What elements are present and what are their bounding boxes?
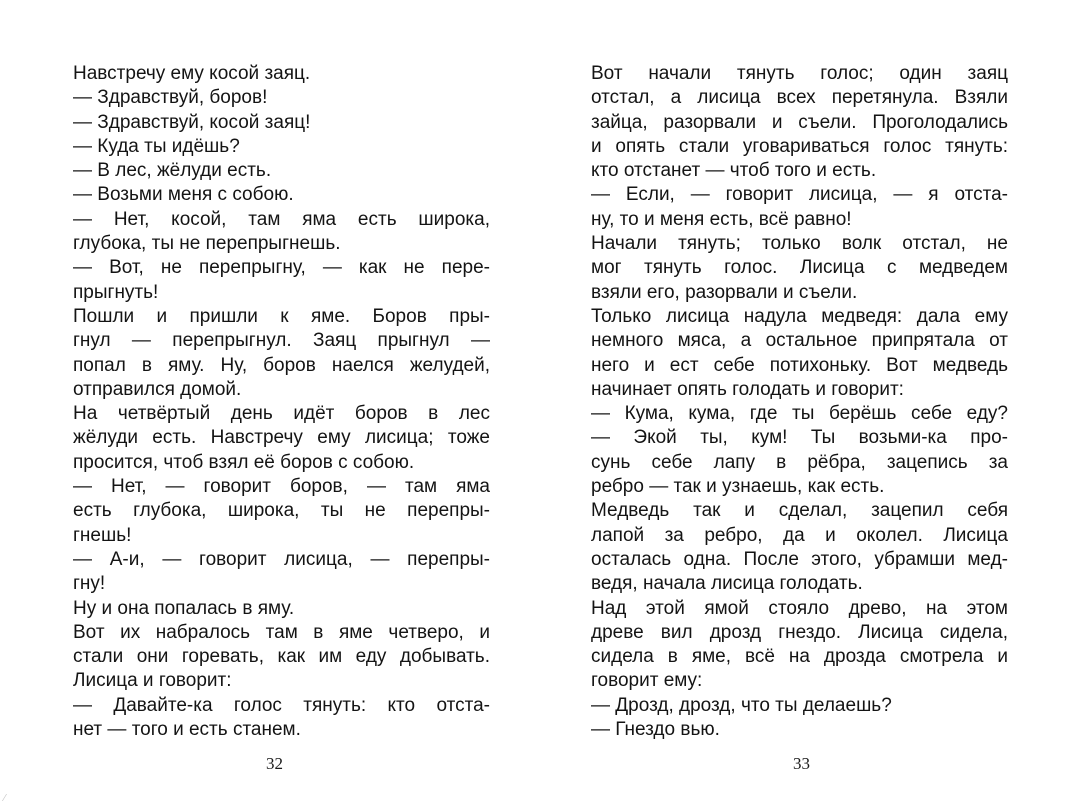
text-line: просится, чтоб взял её боров с собою. xyxy=(73,451,415,473)
text-line: Только лисица надула медведя: дала ему xyxy=(591,305,1008,327)
text-line: Навстречу ему косой заяц. xyxy=(73,63,311,84)
text-line: зайца, разорвали и съели. Проголодались xyxy=(591,111,1008,133)
left-page-number: 32 xyxy=(266,754,283,773)
text-line: мог тянуть голос. Лисица с медведем xyxy=(591,257,1008,279)
text-line: нет — того и есть станем. xyxy=(73,719,301,741)
text-line: — Кума, кума, где ты берёшь себе еду? xyxy=(591,403,1008,425)
text-line: ну, то и меня есть, всё равно! xyxy=(591,208,852,230)
text-line: гнул — перепрыгнул. Заяц прыгнул — xyxy=(73,330,490,352)
text-line: Лисица и говорит: xyxy=(73,670,232,692)
right-page-text xyxy=(591,62,1008,742)
text-line: прыгнуть! xyxy=(73,281,159,303)
text-line: отправился домой. xyxy=(73,378,242,400)
text-line: немного мяса, а остальное припрятала от xyxy=(591,330,1008,352)
text-line: глубока, ты не перепрыгнешь. xyxy=(73,233,341,255)
text-line: — Здравствуй, косой заяц! xyxy=(73,111,311,133)
left-page-text xyxy=(73,62,490,742)
text-line: — Возьми меня с собою. xyxy=(73,184,294,206)
text-line: осталась одна. После этого, убрамши мед- xyxy=(591,548,1008,570)
text-line: — Здравствуй, боров! xyxy=(73,87,268,109)
text-line: — Вот, не перепрыгну, — как не пере- xyxy=(73,257,490,279)
text-line: сидела в яме, всё на дрозда смотрела и xyxy=(591,646,1008,668)
text-line: — Куда ты идёшь? xyxy=(73,135,240,157)
corner-mark: ⁄ xyxy=(4,793,6,804)
text-line: кто отстанет — чтоб того и есть. xyxy=(591,160,877,182)
text-line: ведя, начала лисица голодать. xyxy=(591,573,863,595)
text-line: попал в яму. Ну, боров наелся желудей, xyxy=(73,354,490,376)
text-line: есть глубока, широка, ты не перепры- xyxy=(73,500,490,522)
text-line: — Давайте-ка голос тянуть: кто отста- xyxy=(73,694,490,716)
text-line: Ну и она попалась в яму. xyxy=(73,597,295,619)
text-line: — Гнездо вью. xyxy=(591,719,720,741)
text-line: начинает опять голодать и говорит: xyxy=(591,378,904,400)
text-line: гнешь! xyxy=(73,524,132,546)
text-line: стали они горевать, как им еду добывать. xyxy=(73,646,490,668)
text-line: древе вил дрозд гнездо. Лисица сидела, xyxy=(591,621,1008,643)
text-line: сунь себе лапу в рёбра, зацепись за xyxy=(591,451,1008,473)
right-page-number: 33 xyxy=(793,754,810,773)
text-line: — В лес, жёлуди есть. xyxy=(73,160,272,182)
right-page xyxy=(540,0,1080,810)
text-line: гну! xyxy=(73,573,106,595)
text-line: жёлуди есть. Навстречу ему лисица; тоже xyxy=(73,427,490,449)
text-line: Вот начали тянуть голос; один заяц xyxy=(591,63,1008,84)
text-line: лапой за ребро, да и околел. Лисица xyxy=(591,524,1008,546)
text-line: Над этой ямой стояло древо, на этом xyxy=(591,597,1008,619)
text-line: взяли его, разорвали и съели. xyxy=(591,281,858,303)
text-line: Пошли и пришли к яме. Боров пры- xyxy=(73,305,490,327)
text-line: ребро — так и узнаешь, как есть. xyxy=(591,476,885,498)
text-line: — Нет, — говорит боров, — там яма xyxy=(73,476,490,498)
text-line: — Нет, косой, там яма есть широка, xyxy=(73,208,490,230)
text-line: и опять стали уговариваться голос тянуть: xyxy=(591,135,1008,157)
text-line: — Если, — говорит лисица, — я отста- xyxy=(591,184,1008,206)
text-line: — Дрозд, дрозд, что ты делаешь? xyxy=(591,694,892,716)
text-line: Медведь так и сделал, зацепил себя xyxy=(591,500,1008,522)
text-line: него и ест себе потихоньку. Вот медведь xyxy=(591,354,1008,376)
text-line: Начали тянуть; только волк отстал, не xyxy=(591,233,1008,255)
text-line: Вот их набралось там в яме четверо, и xyxy=(73,621,490,643)
text-line: говорит ему: xyxy=(591,670,703,692)
text-line: — А-и, — говорит лисица, — перепры- xyxy=(73,548,490,570)
text-line: На четвёртый день идёт боров в лес xyxy=(73,403,490,425)
text-line: отстал, а лисица всех перетянула. Взяли xyxy=(591,87,1008,109)
text-line: — Экой ты, кум! Ты возьми-ка про- xyxy=(591,427,1008,449)
